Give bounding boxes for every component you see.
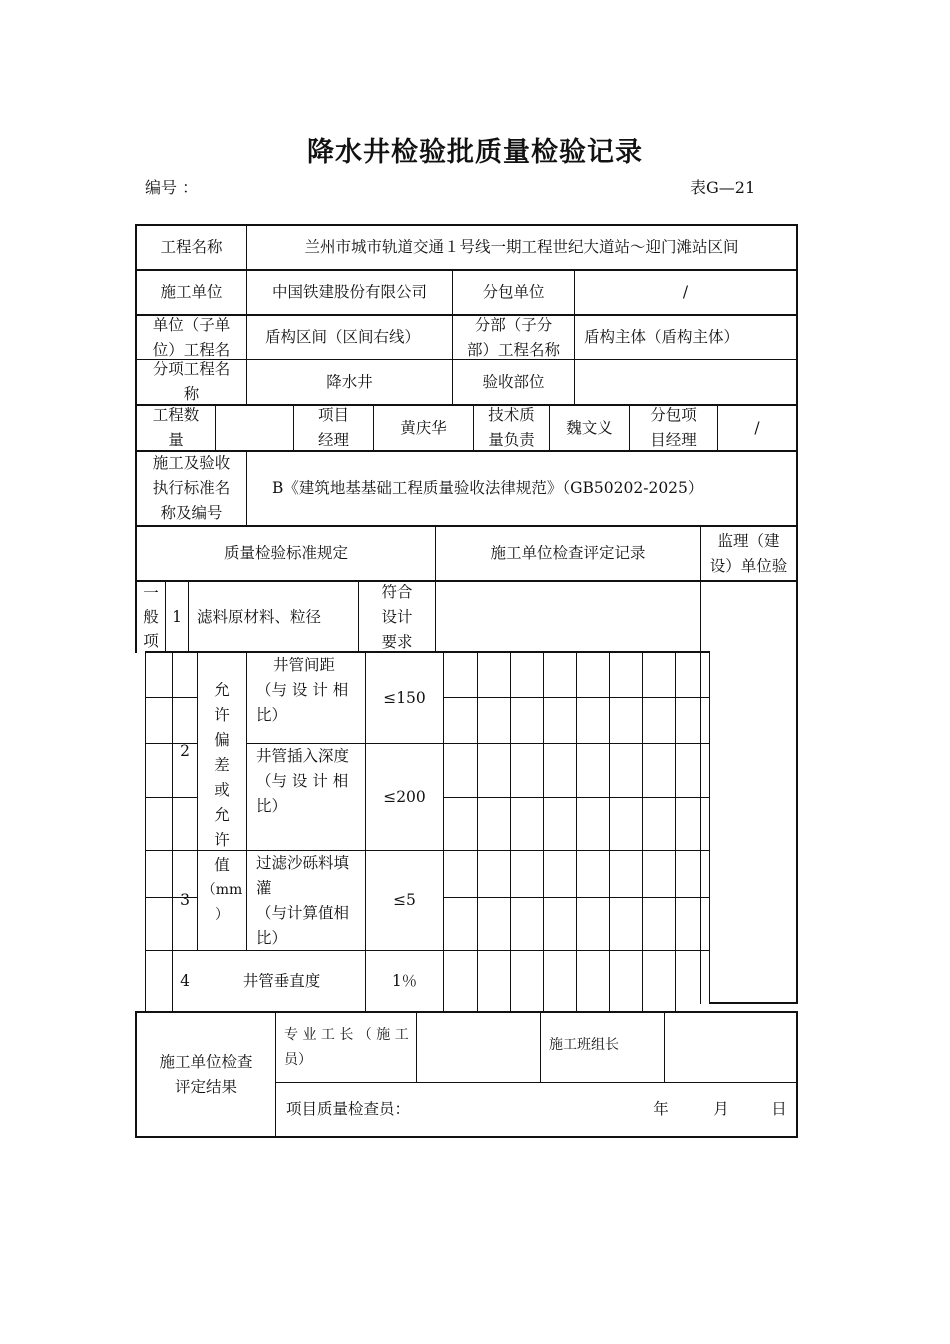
subcontractor-value: / [682,283,689,301]
item-2a-value: ≤150 [383,688,426,707]
item-3-name: 过滤沙砾料填 灌 （与计算值相 比） [256,854,350,947]
project-name-value: 兰州市城市轨道交通１号线一期工程世纪大道站～迎门滩站区间 [304,238,739,256]
item-1-name: 滤料原材料、粒径 [197,607,322,626]
contractor-value: 中国铁建股份有限公司 [271,283,427,301]
unit-project-label: 单位（子单 位）工程名 [152,316,231,359]
date-month-label: 月 [713,1100,729,1118]
date-day-label: 日 [771,1100,787,1118]
acceptance-part-value [575,360,796,404]
page-title: 降水井检验批质量检验记录 [307,137,643,168]
unit-project-value: 盾构区间（区间右线） [265,328,421,346]
subcontractor-label: 分包单位 [482,283,545,301]
project-manager-label: 项目 经理 [317,406,349,449]
column-header-supervision: 监理（建 设）单位验 [709,531,788,575]
foreman-label: 专 业 工 长 （ 施 工 员） [284,1026,409,1068]
sub-pm-label: 分包项 目经理 [650,406,697,449]
item-3-number: 3 [180,891,190,909]
deviation-label: 允 许 偏 差 或 允 许 值 （mm ） [201,681,243,923]
subitem-value: 降水井 [326,372,373,391]
division-value: 盾构主体（盾构主体） [584,328,740,346]
item-3-value: ≤5 [393,891,416,909]
item-1-requirement: 符合 设计 要求 [381,582,413,651]
project-name-label: 工程名称 [160,238,223,256]
item-4-value: 1％ [391,971,418,990]
tech-quality-value: 魏文义 [566,418,613,437]
item-2a-name: 井管间距 （与 设 计 相 比） [256,656,349,724]
item-4-name: 井管垂直度 [242,971,321,990]
item-2b-name: 井管插入深度 （与 设 计 相 比） [256,747,350,815]
sub-pm-value: / [754,418,760,437]
column-header-standard: 质量检验标准规定 [223,544,348,562]
project-manager-value: 黄庆华 [400,418,447,437]
standard-label: 施工及验收 执行标准名 称及编号 [152,454,231,522]
quality-inspector-label: 项目质量检查员： [286,1100,411,1118]
tech-quality-label: 技术质 量负责 [488,406,535,449]
general-items-label: 一 般 项 [143,584,159,650]
standard-value: B《建筑地基基础工程质量验收法律规范》（GB50202-2025） [272,479,704,497]
acceptance-part-label: 验收部位 [482,372,545,391]
team-leader-label: 施工班组长 [549,1037,619,1053]
date-year-label: 年 [653,1100,669,1118]
subitem-label: 分项工程名 称 [152,360,231,403]
item-1-number: 1 [172,607,182,626]
result-label: 施工单位检查 评定结果 [159,1052,253,1096]
serial-number-label: 编号 ： [145,178,199,197]
item-4-number: 4 [180,971,190,990]
item-2b-value: ≤200 [383,787,426,806]
contractor-label: 施工单位 [160,283,223,301]
quantity-label: 工程数 量 [152,406,200,449]
item-2-number: 2 [180,742,190,760]
column-header-record: 施工单位检查评定记录 [490,544,646,562]
division-label: 分部（子分 部）工程名称 [466,316,560,359]
form-code: 表G—21 [690,178,756,197]
